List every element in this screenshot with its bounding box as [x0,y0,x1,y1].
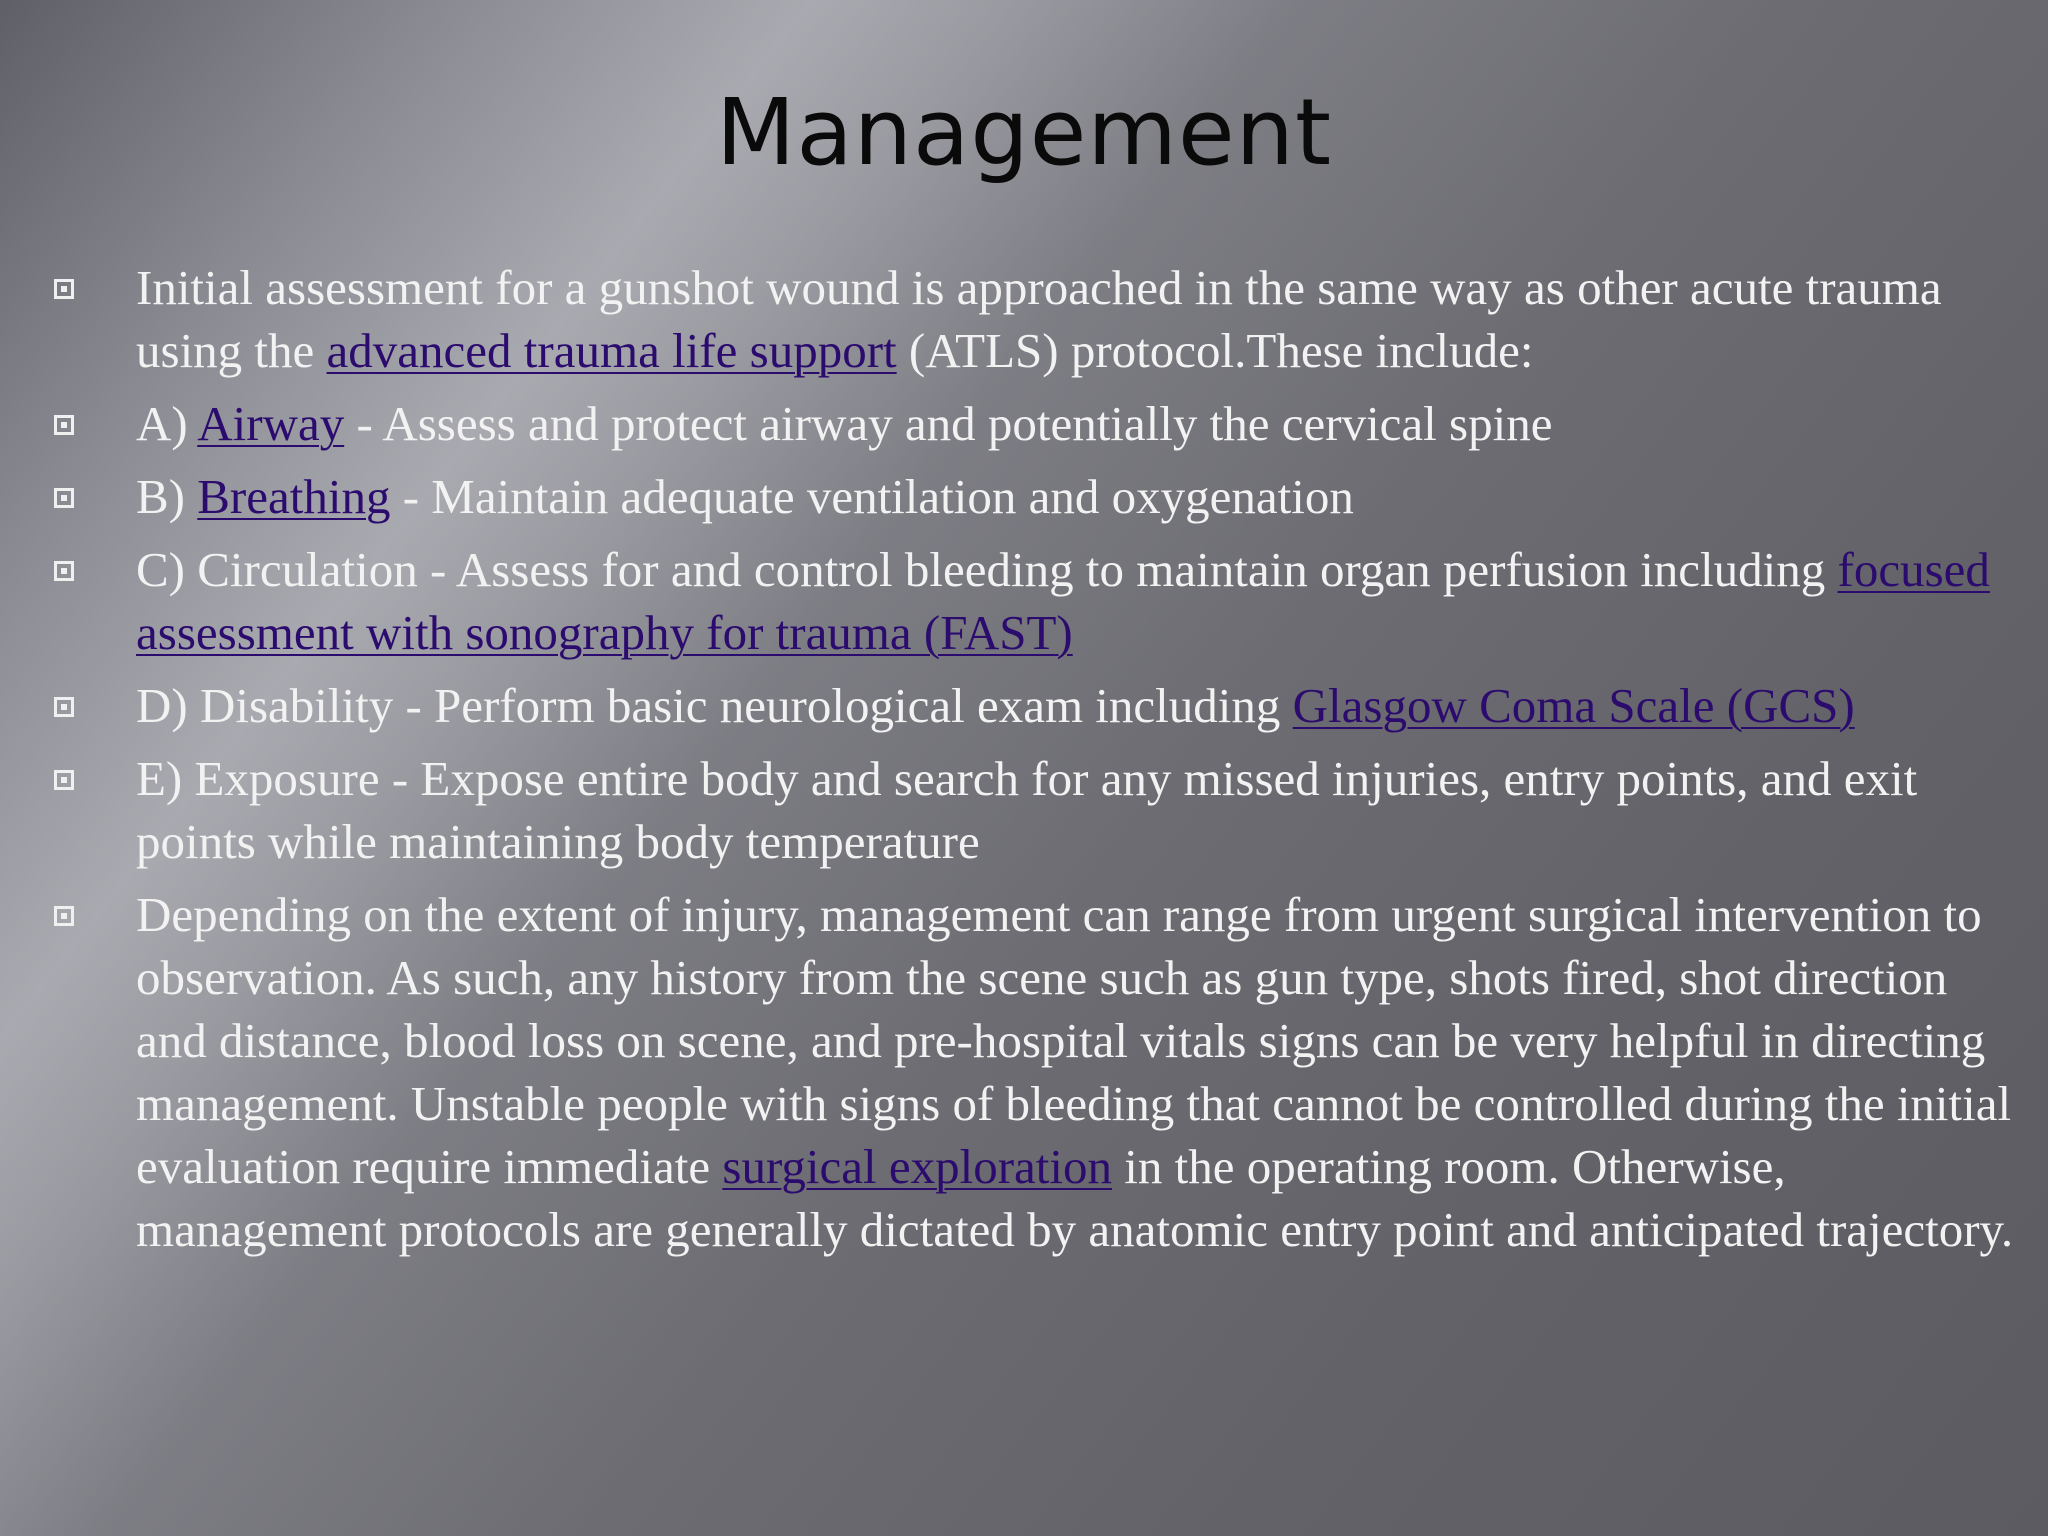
link-breathing[interactable]: Breathing [197,469,391,524]
link-airway[interactable]: Airway [197,396,345,451]
bullet-text: A) [136,396,198,451]
bullet-text: - Maintain adequate ventilation and oxygenation [390,469,1354,524]
bullet-text: B) [136,469,198,524]
link-surgical-exploration[interactable]: surgical exploration [722,1139,1113,1194]
bullet-square-icon [54,415,74,435]
bullet-square-icon [54,561,74,581]
bullet-text: (ATLS) protocol.These include: [896,323,1534,378]
bullet-circulation [0,538,2048,664]
bullet-text: - Assess and protect airway and potentially the cervical spine [344,396,1553,451]
bullet-list [0,256,2048,1271]
bullet-text: D) Disability - Perform basic neurological exam including [136,678,1293,733]
bullet-text: C) Circulation - Assess for and control bleeding to maintain organ perfusion including [136,542,1838,597]
bullet-text: Initial assessment for a gunshot wound is approached in the same way as other acute trauma using the [136,260,1942,378]
bullet-square-icon [54,770,74,790]
bullet-airway [0,392,2048,455]
bullet-square-icon [54,697,74,717]
bullet-square-icon [54,906,74,926]
link-glasgow-coma-scale[interactable]: Glasgow Coma Scale (GCS) [1292,678,1855,733]
bullet-disability [0,674,2048,737]
bullet-text: Depending on the extent of injury, management can range from urgent surgical intervention to observation. As such, any history from the scene such as gun type, shots fired, shot direction and distance, blood loss on scene, and pre-hospital vitals signs can be very helpful in directing management. Unstable people with signs of bleeding that cannot be controlled during the initial evaluation require immediate [136,887,2012,1194]
bullet-text: E) Exposure - Expose entire body and search for any missed injuries, entry points, and exit points while maintaining body temperature [136,751,1918,869]
slide-title: Management [715,79,1333,186]
link-advanced-trauma-life-support[interactable]: advanced trauma life support [326,323,897,378]
link-fast[interactable]: focused assessment with sonography for trauma (FAST) [136,542,1990,660]
bullet-square-icon [54,488,74,508]
bullet-text: in the operating room. Otherwise, management protocols are generally dictated by anatomic entry point and anticipated trajectory. [136,1139,2014,1257]
bullet-breathing [0,465,2048,528]
bullet-depending [0,883,2048,1261]
bullet-square-icon [54,279,74,299]
bullet-exposure [0,747,2048,873]
bullet-atls [0,256,2048,382]
